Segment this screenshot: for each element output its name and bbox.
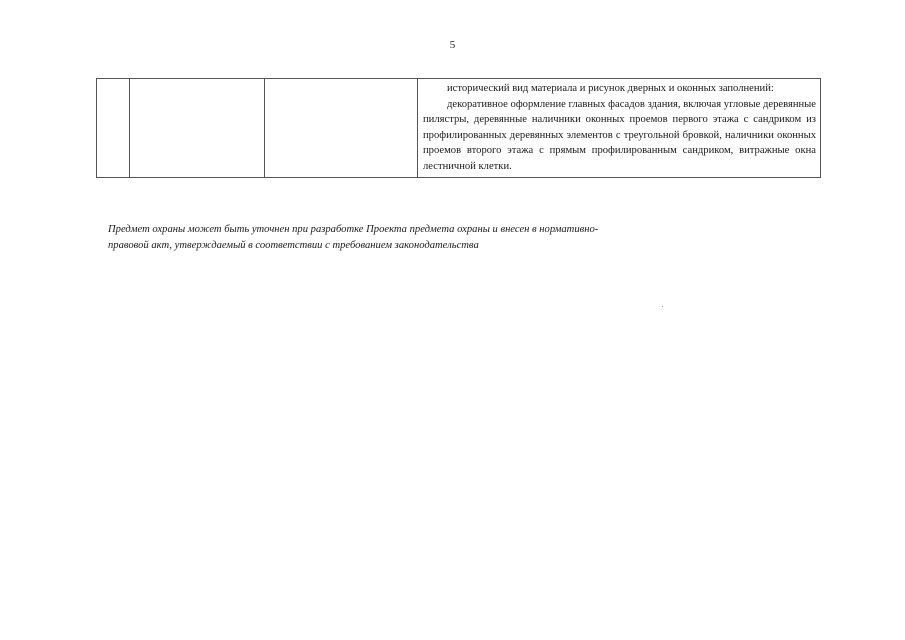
table-cell-subject [265, 79, 418, 178]
description-paragraph-materials: исторический вид материала и рисунок дверных и оконных заполнений: [447, 83, 774, 94]
table-row [97, 79, 821, 178]
table-cell-description [418, 79, 821, 178]
footnote-line-2: правовой акт, утверждаемый в соответствии с требованием законодательства [108, 240, 479, 251]
footnote-line-1: Предмет охраны может быть уточнен при разработке Проекта предмета охраны и внесен в нормативно- [108, 224, 599, 235]
protection-subject-table [96, 78, 821, 178]
scan-speck [662, 306, 663, 307]
table-cell-number [97, 79, 130, 178]
table-cell-type [130, 79, 265, 178]
footnote [108, 222, 768, 254]
page-number: 5 [449, 39, 456, 51]
description-paragraph-facade: декоративное оформление главных фасадов здания, включая угловые деревянные пилястры, деревянные наличники оконных проемов первого этажа с сандриком из профилированных деревянных элементов с треугольной бровкой, наличники оконных проемов второго этажа с прямым профилированным сандриком, витражные окна лестничной клетки. [423, 98, 816, 172]
